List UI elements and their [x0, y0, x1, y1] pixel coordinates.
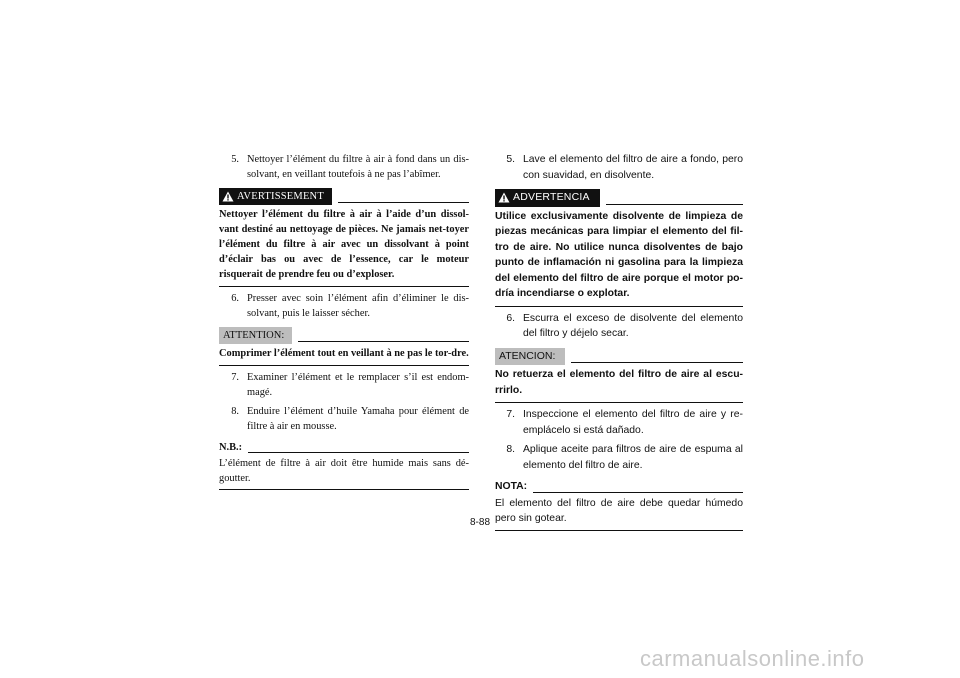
es-note-text: El elemento del filtro de aire debe quedar húmedo pero sin gotear.: [495, 496, 743, 531]
fr-caution-text: Comprimer l’élément tout en veillant à ne pas le tor-dre.: [219, 346, 469, 366]
warning-label-text: ADVERTENCIA: [513, 191, 590, 203]
page-number: 8-88: [470, 517, 491, 528]
header-rule: [248, 452, 469, 453]
fr-step-5: [219, 152, 469, 182]
fr-step-8: [219, 404, 469, 434]
es-step-8: [495, 442, 743, 473]
step-text: Inspeccione el elemento del filtro de aire y re-emplácelo si está dañado.: [523, 409, 743, 436]
es-step-5: [495, 152, 743, 183]
step-text: Enduire l’élément d’huile Yamaha pour élément de filtre à air en mousse.: [247, 406, 469, 432]
warning-label-text: AVERTISSEMENT: [237, 191, 324, 202]
warning-triangle-icon: [498, 192, 510, 203]
step-number: 6.: [231, 293, 239, 304]
step-number: 5.: [506, 154, 515, 165]
step-text: Escurra el exceso de disolvente del elemento del filtro y déjelo secar.: [523, 312, 743, 339]
note-label: NOTA:: [495, 481, 528, 492]
note-label: N.B.:: [219, 442, 243, 453]
warning-label: [495, 189, 600, 207]
es-warning-text: Utilice exclusivamente disolvente de limpieza de piezas mecánicas para limpiar el elemento del fil-tro de aire. No utilice nunca disolventes de bajo punto de inflamación ni gasolina para la limpieza del elemento del filtro de aire porque el motor po-dría incendiarse o explotar.: [495, 209, 743, 307]
header-rule: [298, 341, 469, 342]
step-number: 7.: [506, 409, 515, 420]
es-caution-header: [495, 348, 743, 366]
step-text: Nettoyer l’élément du filtre à air à fond dans un dis-solvant, en veillant toutefois à ne pas l’abîmer.: [247, 154, 469, 180]
fr-caution-header: [219, 327, 469, 344]
fr-warning-text: Nettoyer l’élément du filtre à air à l’aide d’un dissol-vant destiné au nettoyage de pièces. Ne jamais net-toyer l’élément du filtre à air avec un dissolvant à point d’éclair bas ou avec de l’essence, car le moteur risquerait de prendre feu ou d’exploser.: [219, 207, 469, 287]
caution-label: ATTENTION:: [219, 327, 292, 344]
es-step-6: [495, 311, 743, 342]
french-column: [219, 150, 469, 490]
header-rule: [533, 492, 743, 493]
step-text: Presser avec soin l’élément afin d’éliminer le dis-solvant, puis le laisser sécher.: [247, 293, 469, 319]
caution-label: ATENCION:: [495, 348, 565, 366]
header-rule: [571, 362, 743, 363]
step-number: 6.: [506, 312, 515, 324]
watermark: carmanualsonline.info: [640, 646, 865, 671]
warning-label: [219, 188, 332, 205]
fr-warning-header: [219, 188, 469, 205]
es-warning-header: [495, 189, 743, 207]
step-number: 8.: [231, 406, 239, 417]
step-text: Aplique aceite para filtros de aire de espuma al elemento del filtro de aire.: [523, 444, 743, 471]
es-caution-text: No retuerza el elemento del filtro de aire al escu-rrirlo.: [495, 367, 743, 403]
warning-triangle-icon: [222, 191, 234, 202]
es-step-7: [495, 407, 743, 438]
spanish-column: [495, 150, 743, 531]
step-number: 8.: [506, 444, 515, 455]
fr-note-text: L’élément de filtre à air doit être humide mais sans dé-goutter.: [219, 456, 469, 490]
step-number: 5.: [231, 154, 239, 165]
step-text: Lave el elemento del filtro de aire a fondo, pero con suavidad, en disolvente.: [523, 154, 743, 181]
header-rule: [606, 204, 743, 205]
step-number: 7.: [231, 372, 239, 383]
fr-step-7: [219, 370, 469, 400]
fr-step-6: [219, 291, 469, 321]
fr-note-header: [219, 440, 469, 455]
step-text: Examiner l’élément et le remplacer s’il est endom-magé.: [247, 372, 469, 398]
es-note-header: [495, 479, 743, 495]
header-rule: [338, 202, 469, 203]
